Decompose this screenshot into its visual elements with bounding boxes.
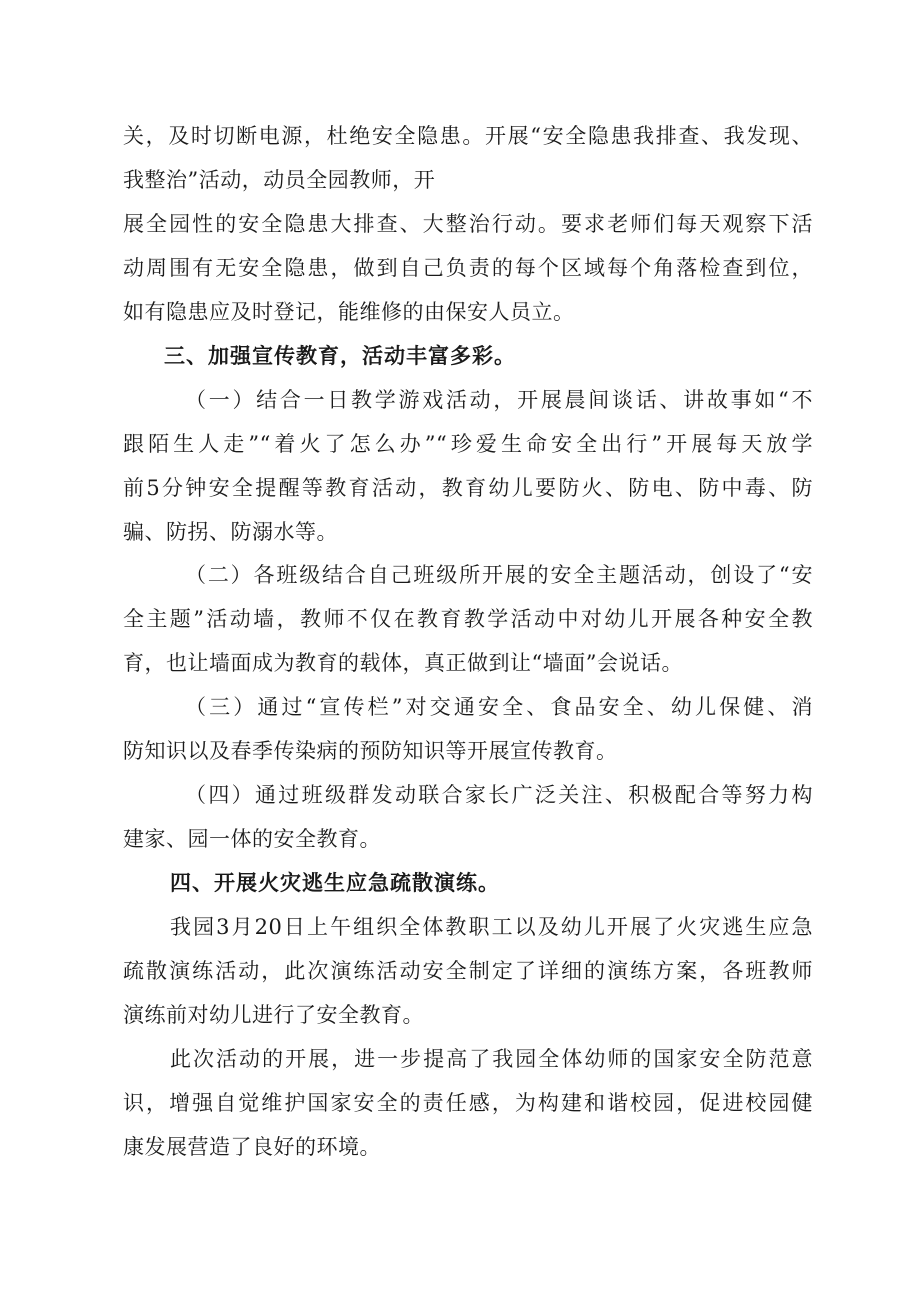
paragraph-line: 我整治”活动，动员全园教师，开	[123, 168, 436, 192]
paragraph-line: 建家、园一体的安全教育。	[123, 827, 381, 851]
section-heading-3: 三、加强宣传教育，活动丰富多彩。	[164, 344, 516, 368]
paragraph-line: 展全园性的安全隐患大排查、大整治行动。要求老师们每天观察下活	[123, 212, 813, 236]
paragraph-line: （二）各班级结合自己班级所开展的安全主题活动，创设了“安	[185, 563, 813, 587]
paragraph-line: 全主题”活动墙，教师不仅在教育教学活动中对幼儿开展各种安全教	[123, 607, 813, 631]
paragraph-line: （四）通过班级群发动联合家长广泛关注、积极配合等努力构	[185, 783, 813, 807]
paragraph-line: 防知识以及春季传染病的预防知识等开展宣传教育。	[123, 739, 618, 763]
paragraph-line: 育，也让墙面成为教育的载体，真正做到让“墙面”会说话。	[123, 651, 683, 675]
paragraph-line: 识，增强自觉维护国家安全的责任感，为构建和谐校园，促进校园健	[123, 1091, 813, 1115]
paragraph-line: （三）通过“宣传栏”对交通安全、食品安全、幼儿保健、消	[185, 695, 813, 719]
paragraph-line: 骗、防拐、防溺水等。	[123, 520, 338, 544]
paragraph-line: 疏散演练活动，此次演练活动安全制定了详细的演练方案，各班教师	[123, 959, 813, 983]
section-heading-4: 四、开展火灾逃生应急疏散演练。	[170, 871, 500, 895]
paragraph-line: 如有隐患应及时登记，能维修的由保安人员立。	[123, 300, 575, 324]
paragraph-line: 演练前对幼儿进行了安全教育。	[123, 1003, 424, 1027]
paragraph-line: 此次活动的开展，进一步提高了我园全体幼师的国家安全防范意	[170, 1047, 813, 1071]
paragraph-line: 动周围有无安全隐患，做到自己负责的每个区域每个角落检查到位，	[123, 256, 813, 280]
paragraph-line: 前5分钟安全提醒等教育活动，教育幼儿要防火、防电、防中毒、防	[123, 476, 813, 500]
paragraph-line: （一）结合一日教学游戏活动，开展晨间谈话、讲故事如“不	[185, 388, 813, 412]
paragraph-line: 关，及时切断电源，杜绝安全隐患。开展“安全隐患我排查、我发现、	[123, 124, 813, 148]
paragraph-line: 我园3月20日上午组织全体教职工以及幼儿开展了火灾逃生应急	[170, 915, 813, 939]
paragraph-line: 跟陌生人走”“着火了怎么办”“珍爱生命安全出行”开展每天放学	[123, 432, 813, 456]
paragraph-line: 康发展营造了良好的环境。	[123, 1135, 381, 1159]
